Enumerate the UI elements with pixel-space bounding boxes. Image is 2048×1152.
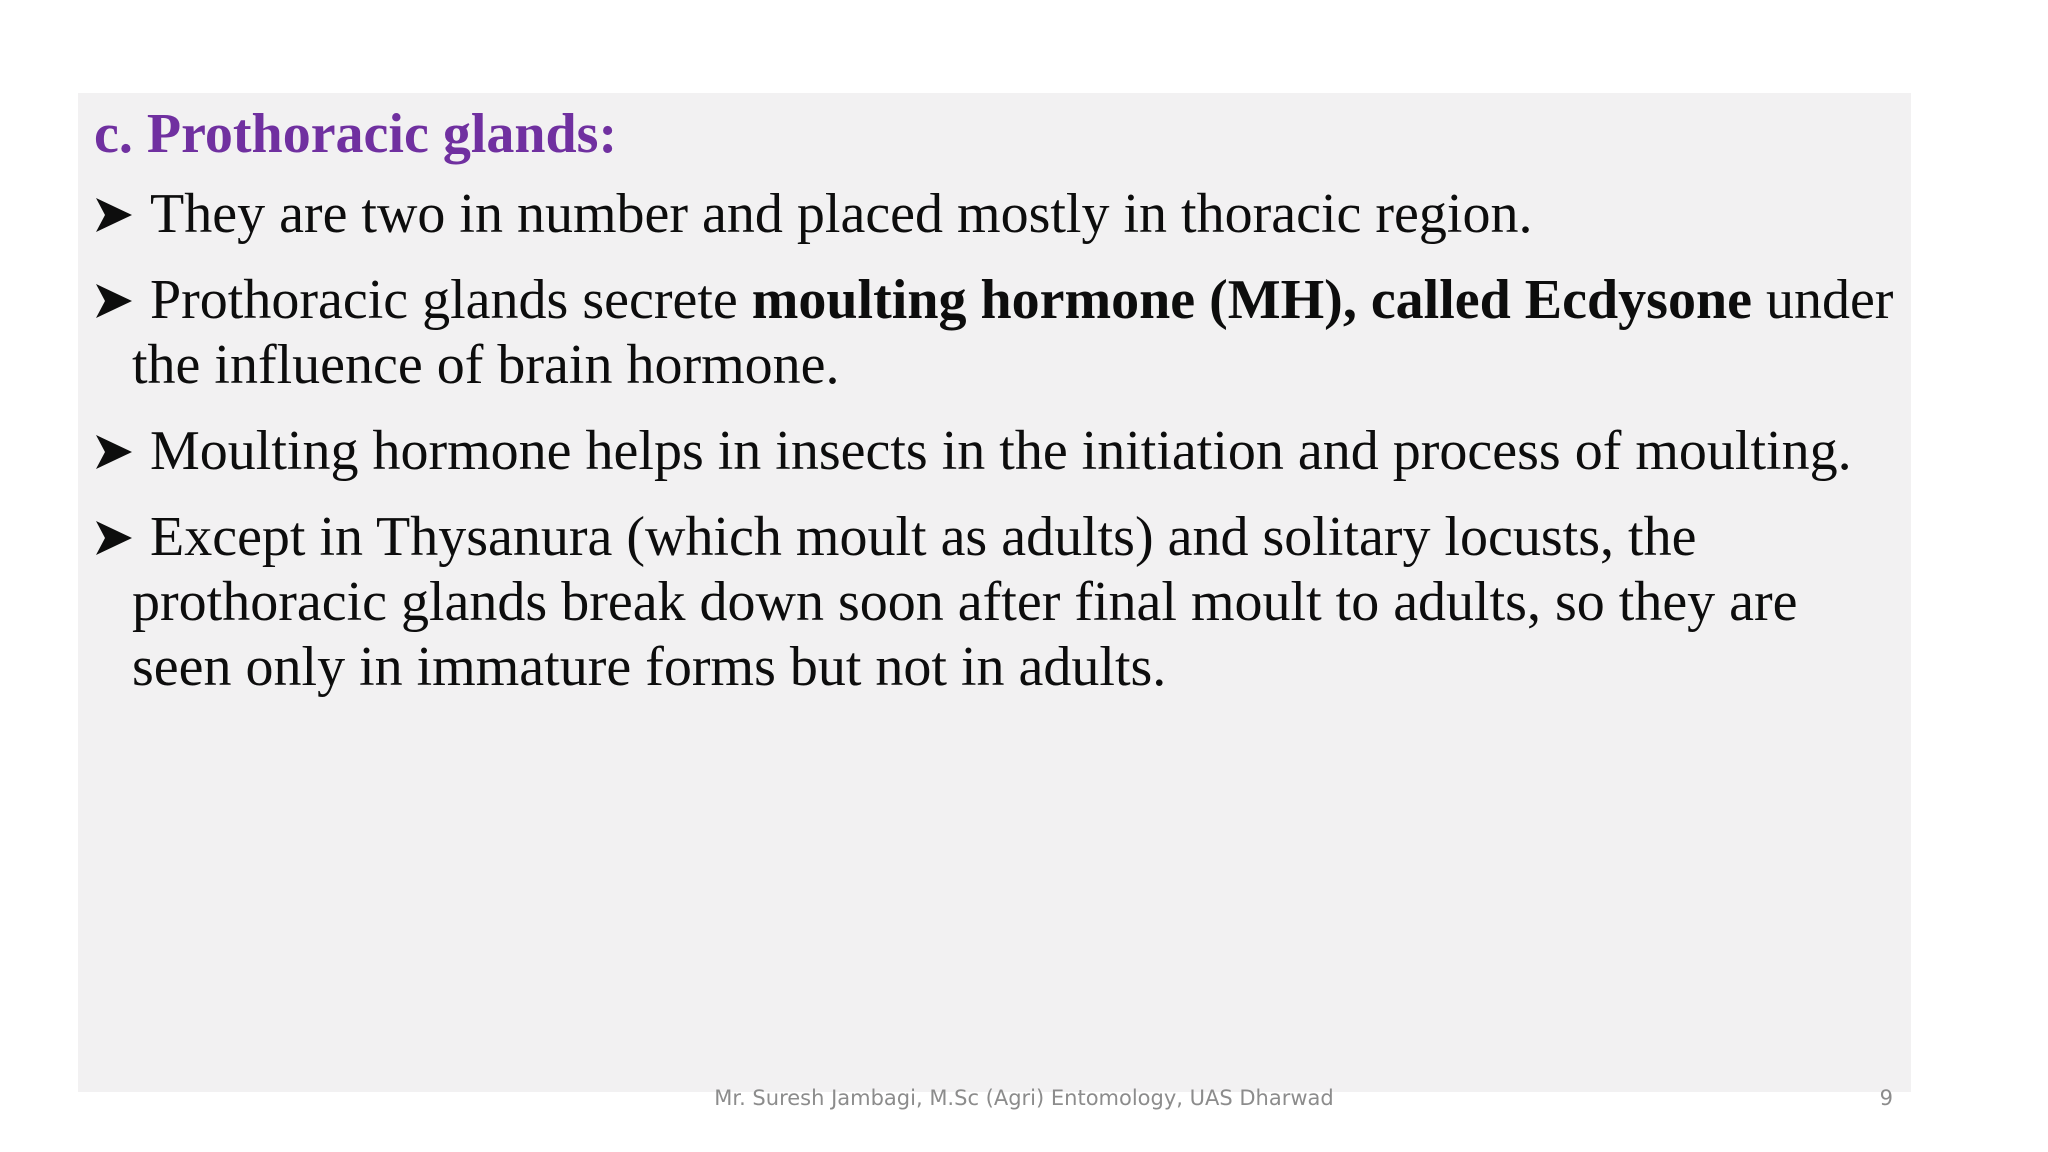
bullet-item xyxy=(94,182,1894,247)
bullet-item xyxy=(94,268,1894,398)
bullet-text: Except in Thysanura (which moult as adults) and solitary locusts, the prothoracic glands break down soon after final moult to adults, so they are seen only in immature forms but not in adults. xyxy=(132,506,1798,698)
slide-heading: c. Prothoracic glands: xyxy=(94,103,618,165)
bullet-text-continued: under the influence of brain hormone. xyxy=(132,269,1894,396)
bullet-text: Prothoracic glands secrete xyxy=(150,269,752,331)
arrowhead-bullet-icon xyxy=(94,505,134,570)
arrowhead-bullet-icon xyxy=(94,419,134,484)
slide-footer: Mr. Suresh Jambagi, M.Sc (Agri) Entomology, UAS Dharwad xyxy=(714,1086,1334,1110)
arrowhead-bullet-icon xyxy=(94,268,134,333)
bullet-text: Moulting hormone helps in insects in the initiation and process of moulting. xyxy=(150,420,1852,482)
bullet-item xyxy=(94,505,1894,700)
page-number: 9 xyxy=(1879,1086,1893,1110)
bullet-list xyxy=(94,182,1894,721)
arrowhead-bullet-icon xyxy=(94,182,134,247)
bullet-item xyxy=(94,419,1894,484)
bullet-text: They are two in number and placed mostly in thoracic region. xyxy=(150,183,1533,245)
bullet-bold-text: moulting hormone (MH), called Ecdysone xyxy=(751,269,1752,331)
